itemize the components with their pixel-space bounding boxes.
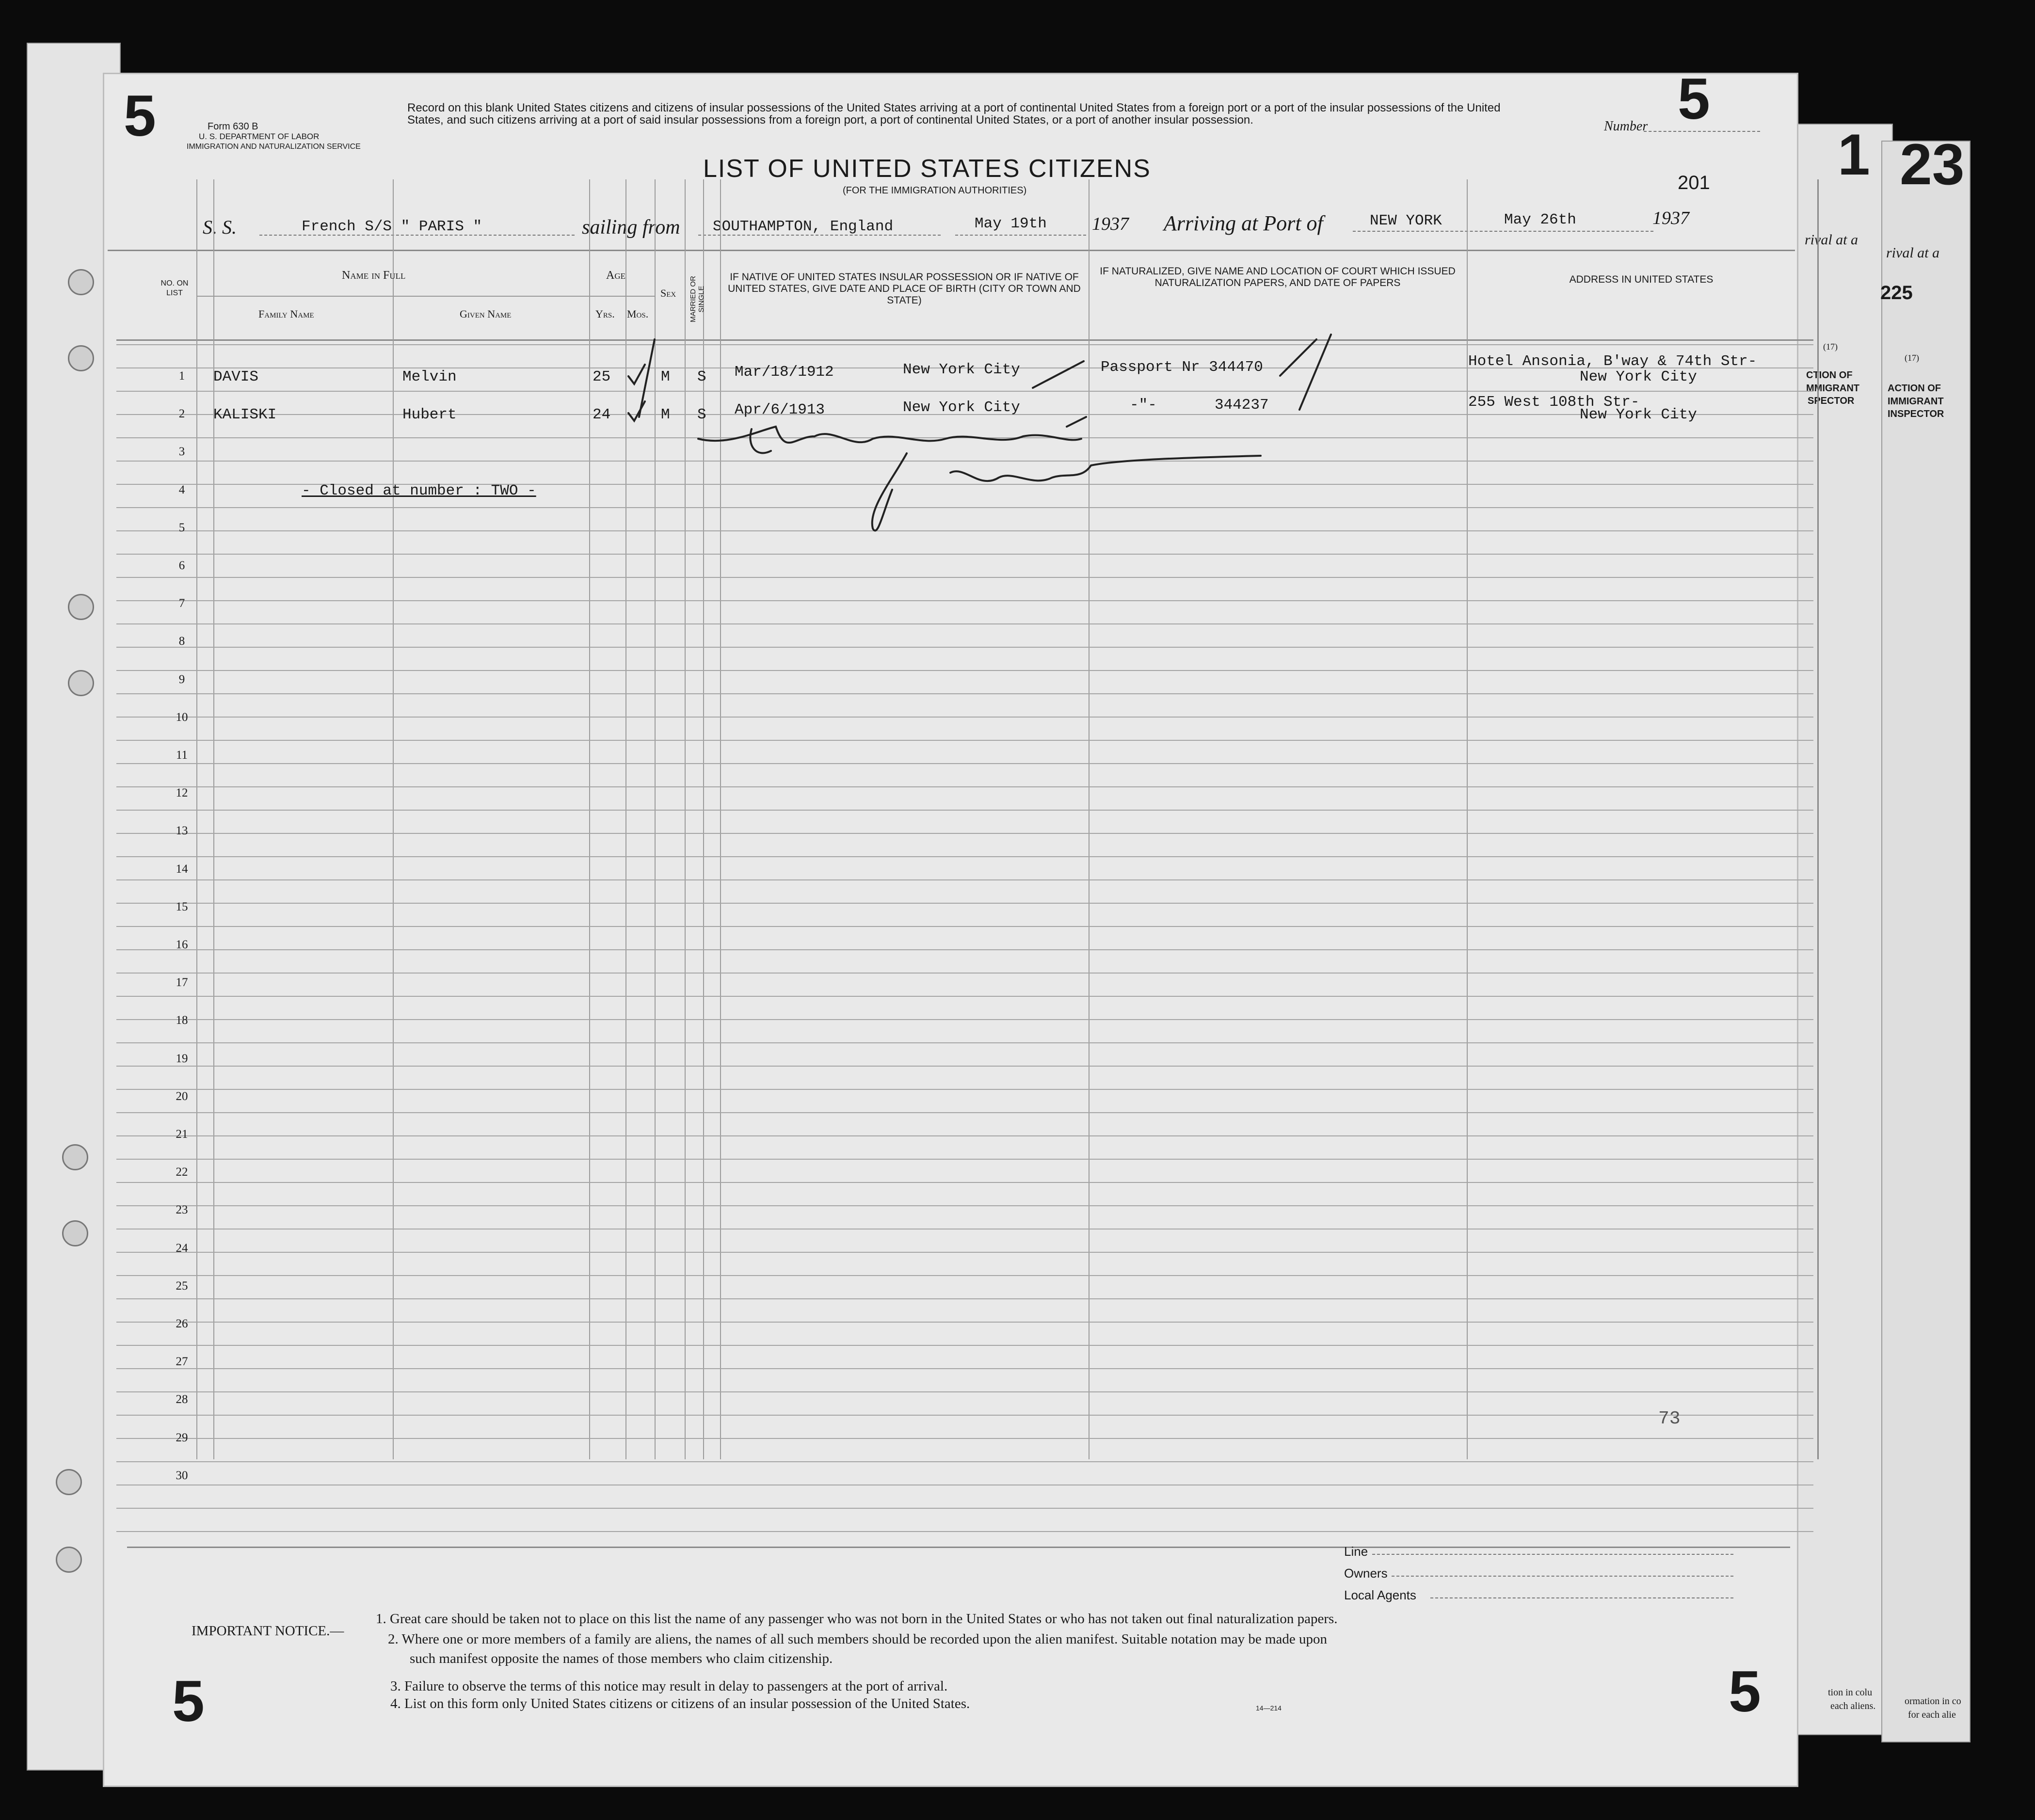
check-mark [628,365,645,384]
row-number: 7 [178,597,185,610]
sheet-number-top-left: 5 [124,83,156,148]
behind-page-1-col17: (17) [1823,342,1838,351]
arrival-date: May 26th [1504,211,1576,228]
row-number: 22 [176,1165,188,1179]
row-2-family-name: KALISKI [213,406,277,423]
number-label: Number [1604,119,1648,134]
row-1-birth-date: Mar/18/1912 [735,364,834,381]
col-header-given-name: Given Name [460,308,512,320]
row-1-given-name: Melvin [402,368,457,385]
row-2-birth-date: Apr/6/1913 [735,401,825,418]
row-number: 28 [176,1393,188,1406]
row-2-given-name: Hubert [402,406,457,423]
behind-page-1-arrival: rival at a [1805,232,1858,248]
row-2-age-years: 24 [593,406,611,423]
behind-page-2-footnote-1: ormation in co [1905,1696,1961,1707]
inspector-signature-initial [872,453,907,531]
ss-label: S. S. [203,216,237,238]
page-number: 201 [1678,172,1710,193]
behind-page-1-action-3: SPECTOR [1808,396,1855,406]
behind-page-2-footnote-2: for each alie [1908,1709,1956,1720]
row-1-address-line-2: New York City [1580,368,1697,385]
notice-1: 1. Great care should be taken not to place on this list the name of any passenger who was not born in the United States or who has not taken out final naturalization papers. [376,1611,1338,1627]
departure-year: 1937 [1092,214,1129,234]
behind-page-1-footnote-1: tion in colu [1828,1687,1873,1698]
departure-date: May 19th [975,215,1047,232]
footer-rule [127,1547,1790,1548]
col-header-name-in-full: Name in Full [342,269,406,282]
col-header-years: Yrs. [595,308,615,320]
notice-2a: 2. Where one or more members of a family are aliens, the names of all such members should be recorded upon the alien manifest. Suitable notation may be made upon [388,1631,1328,1647]
inspector-initials [950,456,1261,481]
arriving-label: Arriving at Port of [1164,211,1323,235]
service: IMMIGRATION AND NATURALIZATION SERVICE [187,143,361,151]
row-number: 20 [176,1089,188,1103]
row-number: 3 [178,445,185,459]
col-header-family-name: Family Name [258,308,314,320]
row-number: 25 [176,1279,188,1293]
behind-page-2-action-3: INSPECTOR [1888,409,1944,419]
behind-page-2-number: 23 [1900,132,1965,197]
row-number: 27 [176,1355,188,1369]
col-header-address: ADDRESS IN UNITED STATES [1569,274,1714,285]
row-1-sex: M [661,368,670,385]
row-number: 16 [176,938,188,951]
margin-number: 73 [1658,1408,1681,1429]
row-number: 24 [176,1241,188,1255]
departure-port: SOUTHAMPTON, England [713,218,894,235]
row-number: 30 [176,1469,188,1482]
behind-page-1-action-1: CTION OF [1806,370,1853,381]
department: U. S. DEPARTMENT OF LABOR [199,132,320,141]
col-header-age: Age [606,269,625,282]
row-number: 1 [178,369,185,383]
row-number: 18 [176,1014,188,1027]
behind-page-1-number: 1 [1838,122,1870,187]
row-2-marital-status: S [697,406,706,423]
col-header-naturalized: IF NATURALIZED, GIVE NAME AND LOCATION OF COURT WHICH ISSUED NATURALIZATION PAPERS, AND DATE OF PAPERS [1100,266,1456,288]
intro-text: Record on this blank United States citizens and citizens of insular possessions of the United States arriving at a port of continental United States from a foreign port or a port of the insular possessions of the United States, and such citizens arriving at a port of said insular possessions from a foreign port, a port of continental United States, or a port of another insular possession. [407,101,1501,127]
row-number: 6 [178,559,185,572]
row-1-naturalization: Passport Nr 344470 [1101,359,1263,376]
behind-page-2-col17: (17) [1905,353,1919,363]
row-1-family-name: DAVIS [213,368,259,385]
notice-4: 4. List on this form only United States citizens or citizens of an insular possession of the United States. [390,1696,970,1711]
row-2-naturalization-ditto: -"- [1130,397,1157,414]
row-2-sex: M [661,406,670,423]
row-number: 11 [176,749,188,762]
ship-name: French S/S " PARIS " [302,218,482,235]
notice-2b: such manifest opposite the names of those members who claim citizenship. [410,1651,833,1666]
check-mark [1299,335,1331,410]
check-mark [1280,339,1316,376]
row-1-address-line-1: Hotel Ansonia, B'way & 74th Str- [1468,353,1757,370]
arrival-year: 1937 [1652,208,1689,228]
behind-page-2-arrival: rival at a [1886,245,1939,261]
local-agents-underline [1430,1597,1733,1598]
row-1-birth-place: New York City [903,361,1020,378]
row-number: 17 [176,976,188,990]
row-number: 4 [178,483,185,496]
row-2-birth-place: New York City [903,399,1020,416]
owners-underline [1392,1576,1733,1577]
form-number: Form 630 B [208,121,258,132]
owners-label: Owners [1344,1566,1388,1581]
behind-page-2-code: 225 [1880,282,1913,303]
row-number: 19 [176,1052,188,1065]
row-2-naturalization: 344237 [1215,397,1269,414]
row-number: 14 [176,862,188,876]
row-number: 12 [176,786,188,800]
row-number: 13 [176,824,188,838]
sailing-label: sailing from [582,216,680,239]
line-underline [1372,1554,1733,1555]
inspector-signature [698,427,1081,443]
row-number: 15 [176,900,188,913]
local-agents-label: Local Agents [1344,1588,1416,1602]
check-mark [1067,417,1086,427]
row-number: 9 [178,672,185,686]
row-number: 26 [176,1317,188,1330]
sheet-number-bottom-right: 5 [1729,1659,1761,1724]
col-header-birth: IF NATIVE OF UNITED STATES INSULAR POSSESSION OR IF NATIVE OF UNITED STATES, GIVE DATE AND PLACE OF BIRTH (CITY OR TOWN AND STATE) [728,271,1081,306]
row-1-age-years: 25 [593,368,611,385]
arrival-port: NEW YORK [1370,212,1442,229]
form-code: 14—214 [1256,1704,1282,1712]
behind-page-1-action-2: MMIGRANT [1806,383,1859,394]
row-number: 10 [176,710,188,724]
sheet-number-bottom-left: 5 [172,1669,205,1734]
closed-at-note: - Closed at number : TWO - [302,482,536,499]
col-header-months: Mos. [627,308,649,320]
col-header-sex: Sex [660,287,676,299]
row-1-marital-status: S [697,368,706,385]
notice-3: 3. Failure to observe the terms of this notice may result in delay to passengers at the port of arrival. [390,1678,948,1694]
col-header-married-single: MARRIED OR SINGLE [689,276,705,322]
behind-page-2-action-1: ACTION OF [1888,383,1941,394]
row-number: 29 [176,1431,188,1444]
check-mark [1033,361,1084,388]
row-number: 8 [178,635,185,648]
col-header-no: NO. ON LIST [160,279,189,297]
row-number: 5 [178,521,185,534]
age-months-tick [639,339,655,417]
page-title: LIST OF UNITED STATES CITIZENS [703,155,1151,183]
row-number: 23 [176,1203,188,1217]
line-label: Line [1344,1544,1368,1559]
row-2-address-line-2: New York City [1580,406,1697,423]
page-subtitle: (FOR THE IMMIGRATION AUTHORITIES) [843,185,1027,196]
row-2-address-line-1: 255 West 108th Str- [1468,394,1640,411]
row-number: 2 [178,407,185,421]
row-number: 21 [176,1128,188,1141]
behind-page-2-action-2: IMMIGRANT [1888,396,1944,407]
number-value: 5 [1678,66,1710,131]
notice-title: IMPORTANT NOTICE.— [192,1623,344,1639]
behind-page-1-footnote-2: each aliens. [1830,1701,1876,1711]
